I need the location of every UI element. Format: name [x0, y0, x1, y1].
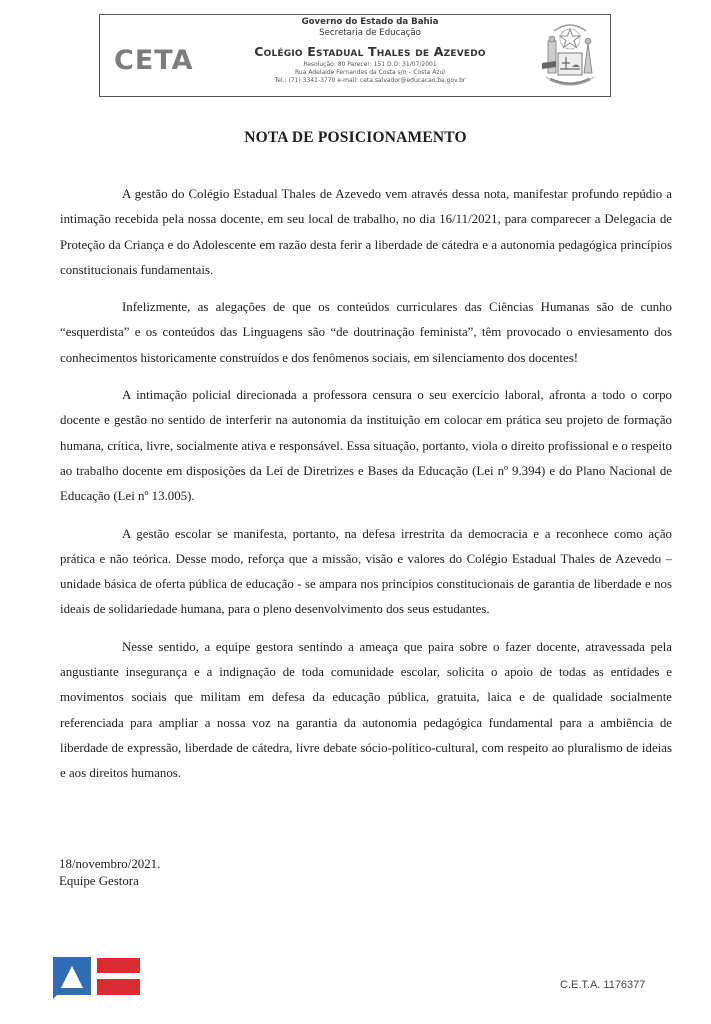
paragraph: A gestão escolar se manifesta, portanto, na defesa irrestrita da democracia e a reconhece como ação prática e não teórica. Desse modo, reforça que a missão, visão e valores do Colégio Estadual Thales de Azevedo – unidade básica de oferta pública de educação - se ampara nos princípios constitucionais de garantia de liberdade e nos ideais de solidariedade humana, para o pleno desenvolvimento dos seus estudantes. [60, 526, 672, 617]
letterhead [99, 14, 611, 97]
document-title: NOTA DE POSICIONAMENTO [244, 129, 467, 146]
paragraph: Nesse sentido, a equipe gestora sentindo a ameaça que paira sobre o fazer docente, atravessada pela angustiante insegurança e a indignação de toda comunidade escolar, solicita o apoio de todas as entidades e movimentos sociais que militam em defesa da educação pública, gratuita, laica e de qualidade socialmente referenciada para ampliar a nossa voz na garantia da autonomia pedagógica fundamental para a ambiência de liberdade de expressão, liberdade de cátedra, livre debate sócio-político-cultural, com respeito ao pluralismo de ideias e aos direitos humanos. [60, 639, 672, 781]
resolution-line: Resolução: 80 Parecer: 151 D.O: 31/07/2001 [303, 61, 437, 68]
paragraph: A intimação policial direcionada a professora censura o seu exercício laboral, afronta a todo o corpo docente e gestão no sentido de interferir na autonomia da instituição em colocar em prática seu projeto de formação humana, crítica, livre, socialmente ativa e responsável. Essa situação, portanto, viola o direito profissional e o respeito ao trabalho docente em disposições da Lei de Diretrizes e Bases da Educação (Lei nº 9.394) e do Plano Nacional de Educação (Lei nº 13.005). [60, 388, 672, 504]
paragraph: A gestão do Colégio Estadual Thales de Azevedo vem através dessa nota, manifestar profundo repúdio a intimação recebida pela nossa docente, em seu local de trabalho, no dia 16/11/2021, para comparecer a Delegacia de Proteção da Criança e do Adolescente em razão desta ferir a liberdade de cátedra e a autonomia pedagógica princípios constitucionais fundamentais. [60, 187, 672, 277]
bahia-coat-of-arms-icon [540, 19, 600, 93]
government-name: Governo do Estado da Bahia [301, 17, 439, 27]
signature: Equipe Gestora [59, 874, 139, 888]
address-line: Rua Adelaide Fernandes da Costa s/n – Costa Azul [295, 69, 445, 76]
document-body [60, 182, 672, 799]
signature-block [59, 856, 160, 890]
logo-red-stripe-bottom [97, 979, 140, 995]
bahia-flag-logo-icon [53, 957, 141, 999]
letterhead-text [220, 17, 520, 85]
document-date: 18/novembro/2021. [59, 857, 161, 871]
paragraph: Infelizmente, as alegações de que os conteúdos curriculares das Ciências Humanas são de cunho “esquerdista” e os conteúdos das Linguagens são “de doutrinação feminista”, têm provocado o enviesamento dos conhecimentos historicamente construídos e dos fenômenos sociais, em silenciamento dos docentes! [60, 300, 672, 365]
school-code: C.E.T.A. 1176377 [560, 979, 646, 991]
school-name: Colégio Estadual Thales de Azevedo [254, 44, 486, 59]
contact-line: Tel.: (71) 3341-3770 e-mail: ceta.salvador@educacao.ba.gov.br [274, 77, 466, 84]
ceta-logo: CETA [114, 45, 194, 76]
logo-red-stripe-top [97, 958, 140, 973]
secretariat-name: Secretaria de Educação [319, 28, 421, 38]
